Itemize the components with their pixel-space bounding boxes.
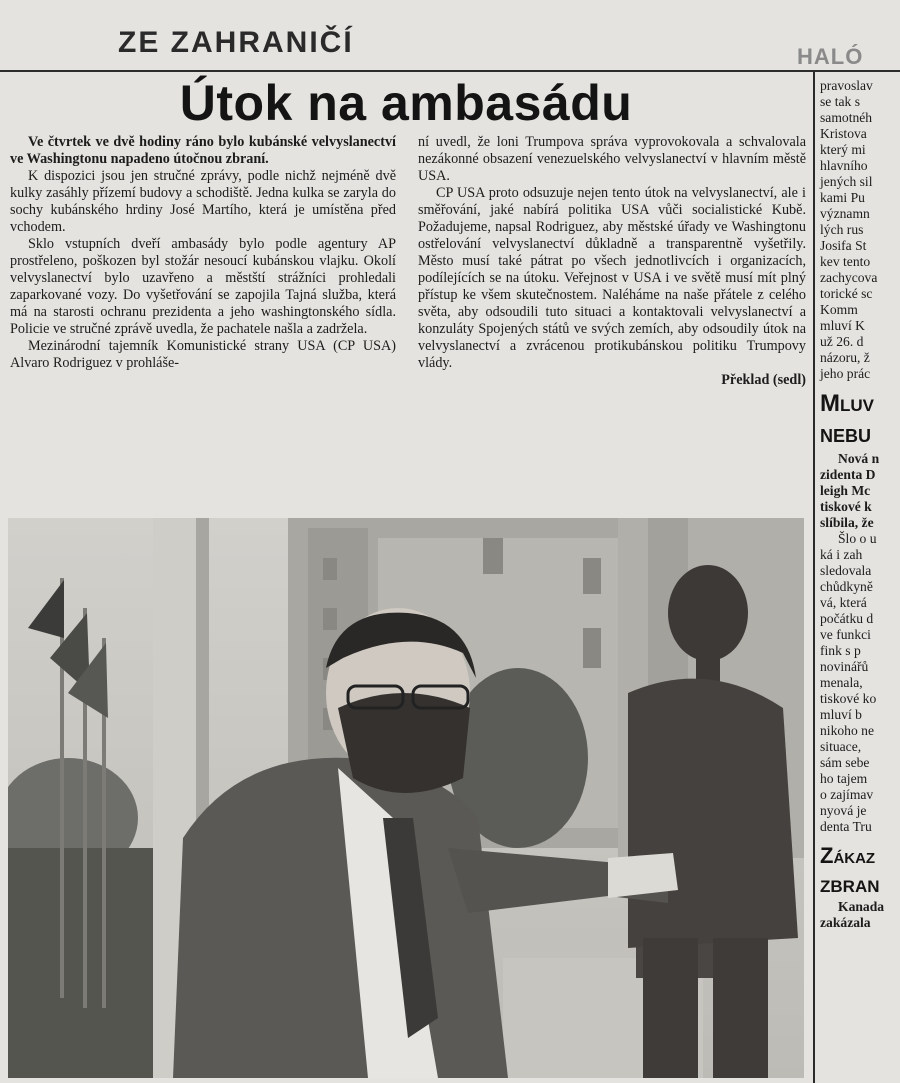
right-column-line: menala, [820, 675, 863, 690]
right-column-line: počátku d [820, 611, 874, 626]
right-column-line: zakázala [820, 915, 871, 930]
right-column-line: mluví K [820, 318, 865, 333]
right-column-line: Kristova [820, 126, 867, 141]
right-column-line: kev tento [820, 254, 871, 269]
right-column-line: sledovala [820, 563, 872, 578]
article-paragraph: Mezinárodní tajemník Komunistické strany USA (CP USA) Alvaro Rodriguez v prohláše- [10, 338, 396, 371]
right-column-line: vá, která [820, 595, 867, 610]
right-column-line: chůdkyně [820, 579, 873, 594]
top-rule [0, 70, 900, 72]
right-column-line: jených sil [820, 174, 873, 189]
right-column-line: slíbila, že [820, 515, 874, 530]
right-column-line: Nová n [838, 451, 880, 466]
right-column-line: situace, [820, 739, 862, 754]
right-column-line: denta Tru [820, 819, 872, 834]
right-column-line: významn [820, 206, 870, 221]
right-column-lead [820, 451, 900, 531]
right-column-line: torické sc [820, 286, 873, 301]
brand-logo: HALÓ [797, 44, 864, 69]
right-column-line: ho tajem [820, 771, 868, 786]
right-column-line: jeho prác [820, 366, 871, 381]
right-column-top-text [820, 78, 900, 382]
article-paragraph: ní uvedl, že loni Trumpova správa vyprovokovala a schvalovala nezákonné obsazení venezuelského velvyslanectví v hlavním městě USA. [418, 134, 806, 184]
article-column-2 [418, 134, 806, 389]
section-heading: ZE ZAHRANIČÍ [118, 26, 354, 59]
right-column-line: který mi [820, 142, 866, 157]
right-column-line: fink s p [820, 643, 861, 658]
right-column-line: Josifa St [820, 238, 867, 253]
right-column-line: o zajímav [820, 787, 874, 802]
right-column-line: leigh Mc [820, 483, 871, 498]
right-column-line: Kanada [838, 899, 885, 914]
photo-illustration [8, 518, 804, 1078]
right-column-line: Šlo o u [838, 531, 877, 546]
article-column-1 [10, 134, 396, 372]
right-heading-4: ZBRAN [820, 877, 880, 896]
right-column [820, 78, 900, 931]
right-column-line: názoru, ž [820, 350, 870, 365]
right-column-bottom [820, 899, 900, 931]
right-column-line: tiskové ko [820, 691, 877, 706]
right-column-line: zachycova [820, 270, 878, 285]
right-column-line: hlavního [820, 158, 868, 173]
article-paragraph: Sklo vstupních dveří ambasády bylo podle agentury AP prostřeleno, poškozen byl stožár nesoucí kubánskou vlajku. Okolí velvyslanectví bylo uzavřeno a městští strážníci prohledali zaparkované vozy. Do vyšetřování se zapojila Tajná služba, která má na starosti ochranu prezidenta a jeho washingtonského sídla. Policie ve stručné zprávě uvedla, že pachatele našla a zadržela. [10, 236, 396, 337]
right-column-line: tiskové k [820, 499, 872, 514]
right-column-line: lých rus [820, 222, 864, 237]
article-lead: Ve čtvrtek ve dvě hodiny ráno bylo kubánské velvyslanectví ve Washingtonu napadeno útočnou zbraní. [10, 134, 396, 167]
article-photo [8, 518, 804, 1078]
right-column-line: novinářů [820, 659, 869, 674]
right-column-line: kami Pu [820, 190, 865, 205]
right-column-line: mluví b [820, 707, 862, 722]
column-rule [813, 72, 815, 1083]
right-column-body [820, 531, 900, 835]
right-heading-1: Mluv [820, 390, 874, 417]
right-column-line: nyová je [820, 803, 867, 818]
article-signature: Překlad (sedl) [721, 372, 806, 388]
right-column-line: už 26. d [820, 334, 864, 349]
right-column-line: zidenta D [820, 467, 876, 482]
article-paragraph: CP USA proto odsuzuje nejen tento útok na velvyslanectví, ale i směřování, jaké nabírá politika USA vůči socialistické Kubě. Požadujeme, napsal Rodriguez, aby městské úřady ve Washingtonu ostřelování velvyslanectví důkladně a transparentně vyšetřily. Město musí také pátrat po všech jednotlivcích i organizacích, podílejících se na útoku. Veřejnost v USA i ve světě musí mít plný přístup ke všem skutečnostem. Naléháme na naše přátele z celého světa, aby odsoudili tuto situaci a kontaktovali velvyslanectví a konzuláty Spojených států ve svých zemích, aby odsoudily útok na velvyslanectví a zvrácenou protikubánskou politiku Trumpovy vlády. [418, 185, 806, 371]
right-column-line: se tak s [820, 94, 861, 109]
article-paragraph: K dispozici jsou jen stručné zprávy, podle nichž nejméně dvě kulky zasáhly přízemí budovy a schodiště. Jedna kulka se zaryla do sochy kubánského hrdiny José Martího, která je umístěna před vchodem. [10, 168, 396, 235]
right-column-line: ve funkci [820, 627, 871, 642]
right-heading-2: NEBU [820, 426, 872, 446]
right-heading-3: Zákaz [820, 843, 876, 868]
right-column-line: ká i zah [820, 547, 863, 562]
right-column-line: nikoho ne [820, 723, 874, 738]
right-column-line: pravoslav [820, 78, 873, 93]
right-column-line: samotnéh [820, 110, 873, 125]
article-headline: Útok na ambasádu [179, 75, 633, 131]
right-column-line: Komm [820, 302, 858, 317]
right-column-line: sám sebe [820, 755, 870, 770]
